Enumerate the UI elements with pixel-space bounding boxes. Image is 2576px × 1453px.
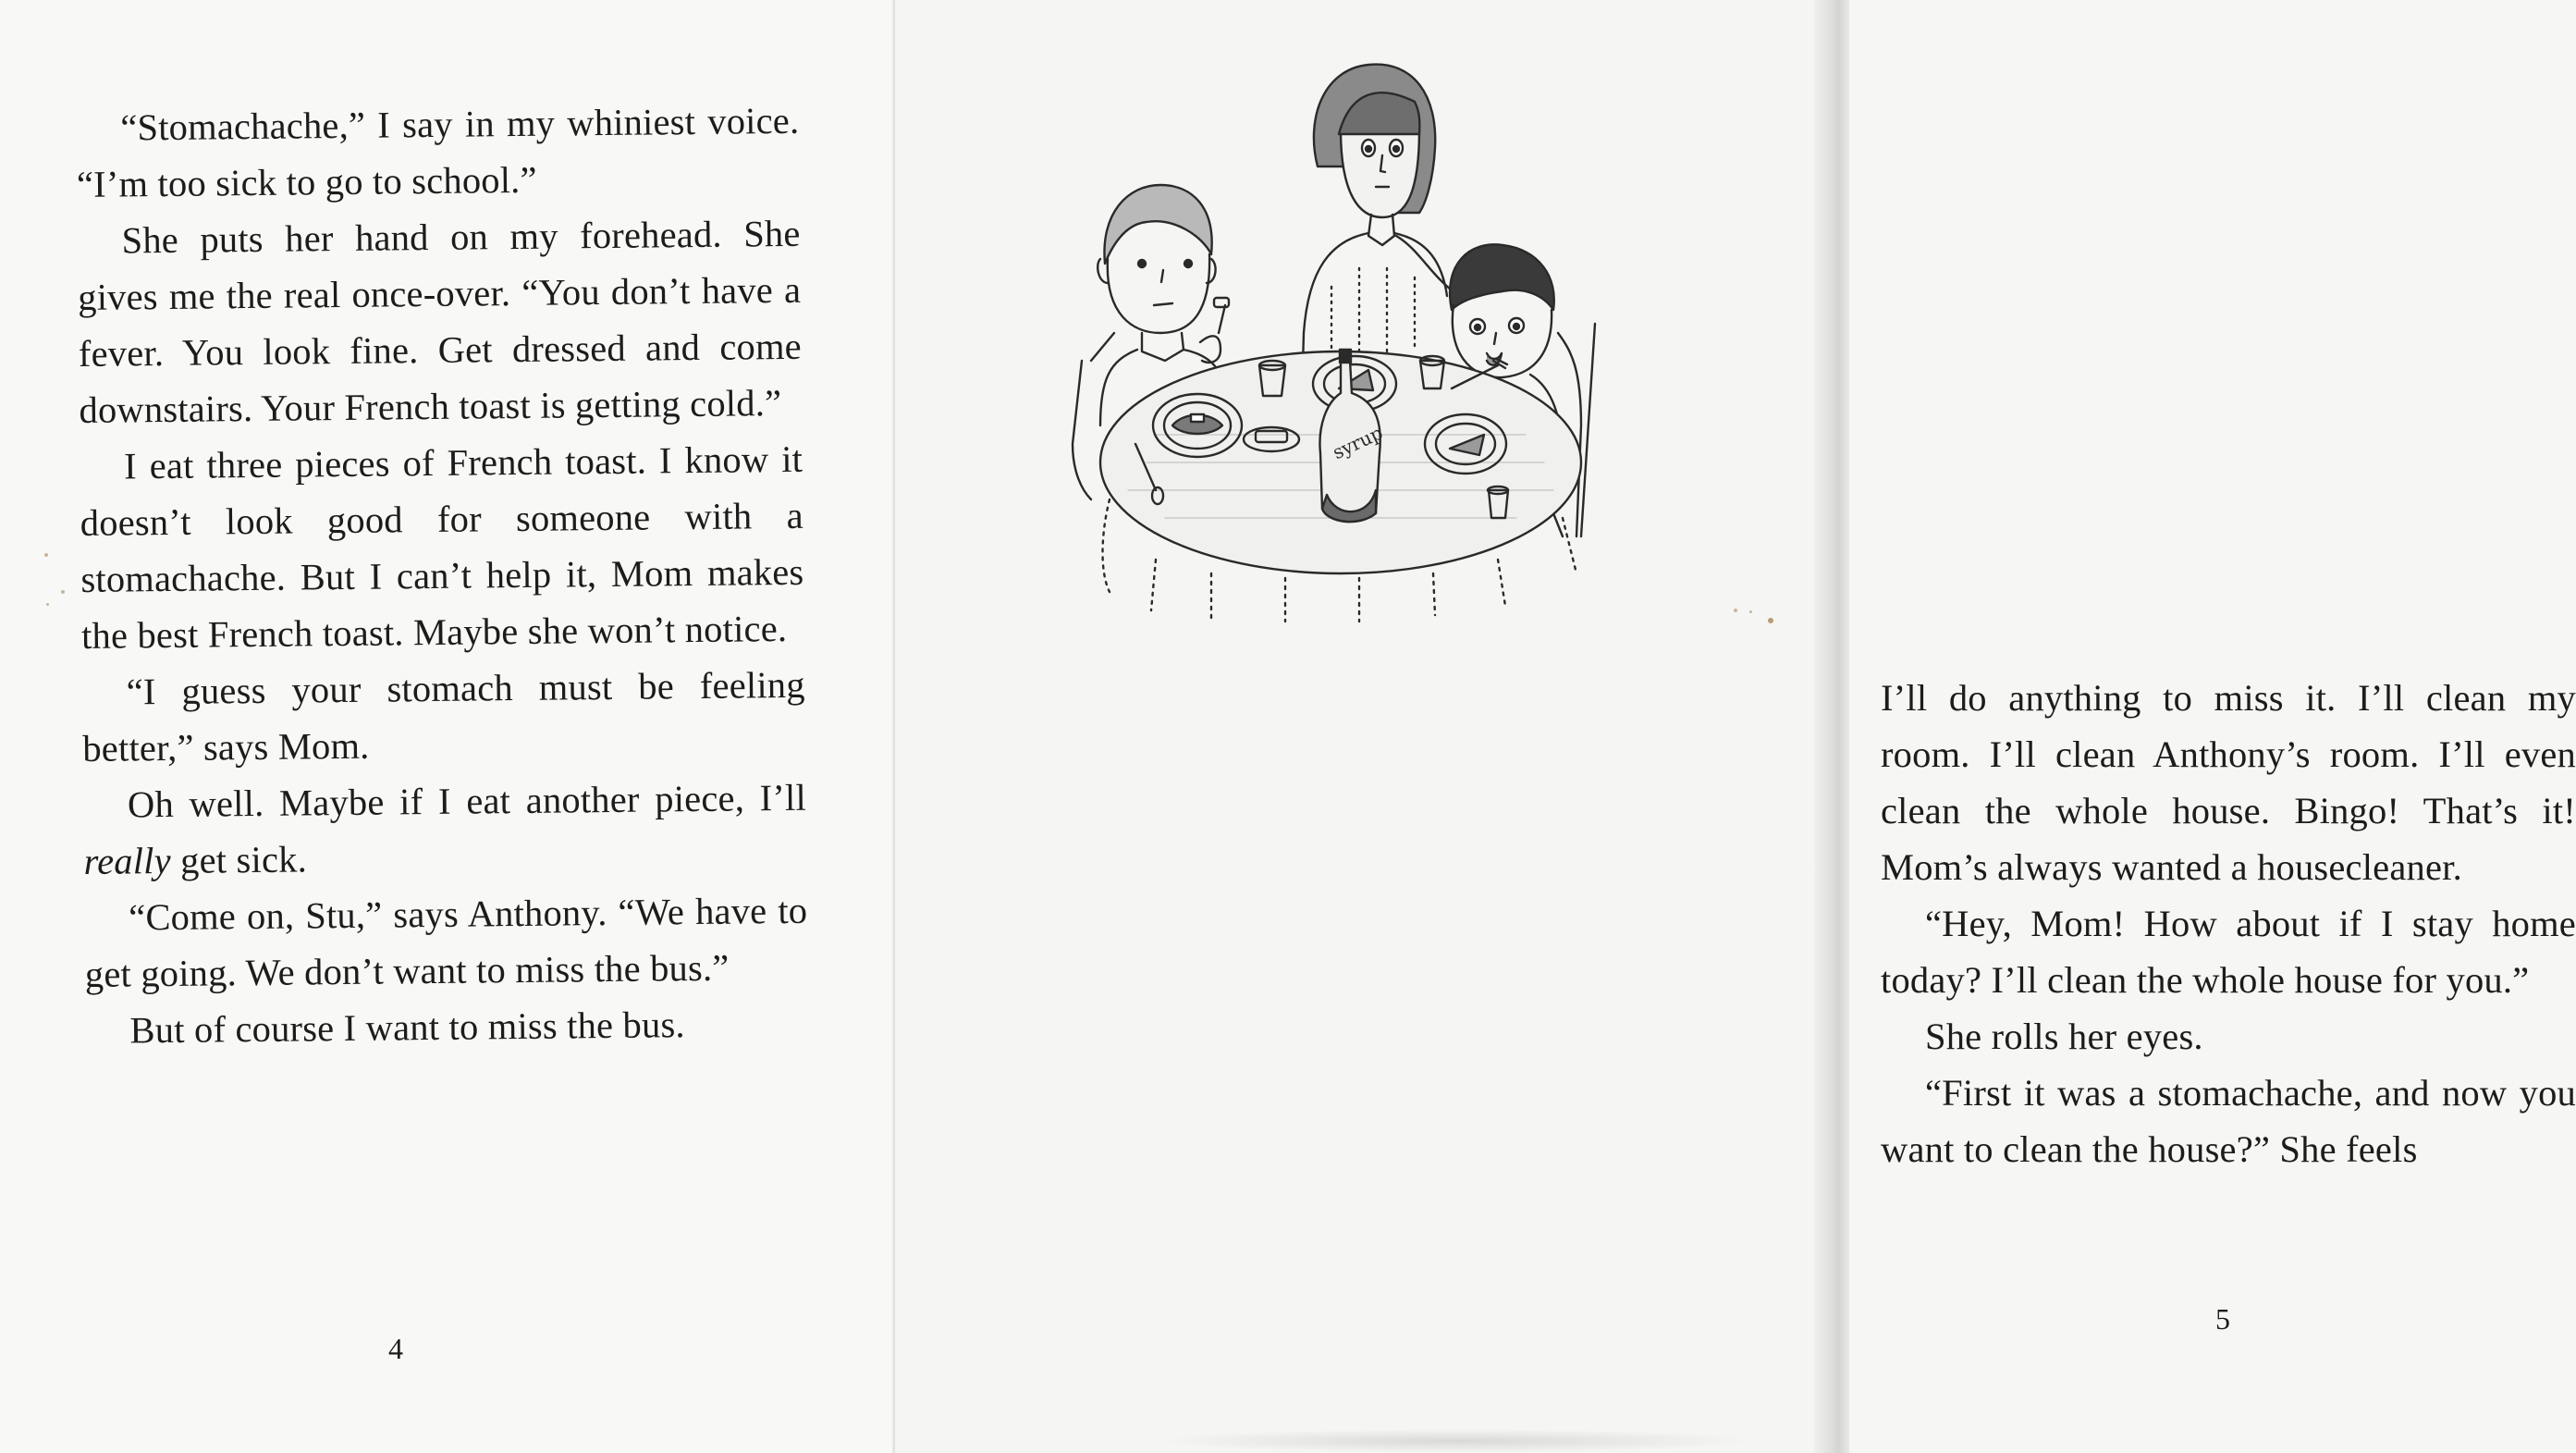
paper-speck — [44, 553, 48, 557]
paragraph: She puts her hand on my forehead. She gives me the real once-over. “You don’t have a fever. You look fine. Get dressed and come downstairs. Your French toast is getting cold.” — [78, 212, 803, 431]
paragraph: “Come on, Stu,” says Anthony. “We have to get going. We don’t want to miss the bus.” — [84, 889, 808, 995]
paragraph — [83, 770, 807, 890]
syrup-label: syrup — [1329, 421, 1387, 464]
paper-speck — [1734, 609, 1737, 612]
page-shadow — [1156, 1429, 1757, 1453]
book-edge — [1814, 0, 1849, 1453]
left-page-text — [76, 92, 809, 1059]
paragraph: I eat three pieces of French toast. I know it doesn’t look good for someone with a stomachache. But I can’t help it, Mom makes the best French toast. Maybe she won’t notice. — [80, 437, 804, 657]
paper-speck — [1749, 610, 1752, 613]
paragraph: She rolls her eyes. — [1925, 1016, 2203, 1057]
paragraph: “First it was a stomachache, and now you want to clean the house?” She feels — [1881, 1072, 2576, 1170]
page-number: 5 — [2215, 1302, 2230, 1336]
paragraph: I’ll do anything to miss it. I’ll clean my room. I’ll clean Anthony’s room. I’ll even clean the whole house. Bingo! That’s it! Mom’s always wanted a housecleaner. — [1881, 677, 2576, 888]
paper-speck — [61, 590, 65, 594]
emphasis-text: really — [83, 839, 172, 882]
paragraph-text: get sick. — [170, 838, 308, 881]
paper-speck — [46, 603, 49, 606]
left-page — [0, 0, 895, 1453]
breakfast-table-illustration — [1063, 55, 1618, 629]
right-page-text — [1881, 670, 2576, 1177]
paragraph-text: Oh well. Maybe if I eat another piece, I’ll — [127, 776, 807, 826]
paragraph: “Stomachache,” I say in my whiniest voice. “I’m too sick to go to school.” — [76, 99, 800, 205]
plate-right — [1425, 414, 1506, 474]
paragraph: “Hey, Mom! How about if I stay home today? I’ll clean the whole house for you.” — [1881, 903, 2576, 1001]
page-number: 4 — [388, 1332, 403, 1365]
paper-speck — [1768, 618, 1773, 623]
paragraph: “I guess your stomach must be feeling better,” says Mom. — [82, 663, 805, 770]
paragraph: But of course I want to miss the bus. — [129, 1004, 685, 1052]
